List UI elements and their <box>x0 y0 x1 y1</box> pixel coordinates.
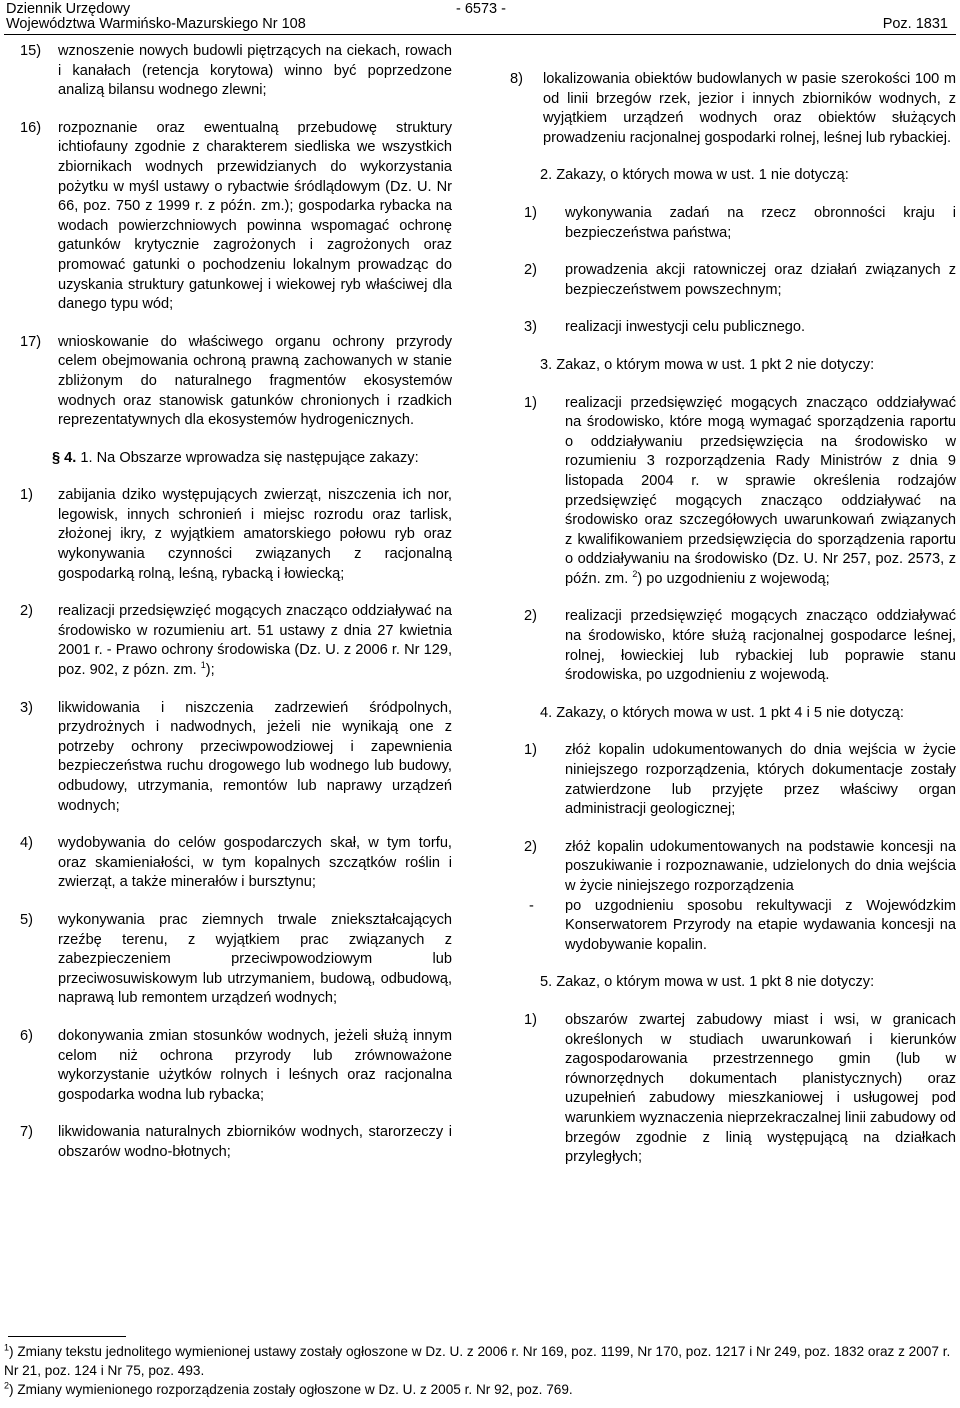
header-rule <box>4 34 956 35</box>
paragraph: 5. Zakaz, o którym mowa w ust. 1 pkt 8 nie dotyczy: <box>540 974 875 991</box>
list-item: 4) wydobywania do celów gospodarczych skał, w tym torfu, oraz skamieniałości, w tym kopalnych szczątków roślin i zwierząt, a także minerałów i bursztynu; <box>20 835 452 891</box>
footnote-rule <box>8 1336 126 1337</box>
paragraph: 2. Zakazy, o których mowa w ust. 1 nie dotyczą: <box>540 167 849 184</box>
list-item: 2) złóż kopalin udokumentowanych na podstawie koncesji na poszukiwanie i rozpoznawanie, udzielonych do dnia wejścia w życie niniejszego rozporządzenia <box>524 838 956 894</box>
list-item: 17) wnioskowanie do właściwego organu ochrony przyrody celem obejmowania ochroną prawną zachowanych w stanie zbliżonym do naturalnego fragmentów ekosystemów wodnych oraz stanowisk gatunków chronionych i rzadkich reprezentatywnych dla ekosystemów hydrogenicznych. <box>20 333 452 429</box>
list-item: 2) realizacji przedsięwzięć mogących znacząco oddziaływać na środowisko, które służą racjonalnej gospodarce leśnej, rolnej, łowieckiej lub rybackiej lub poprawie stanu środowiska, po uzgodnieniu z wojewodą. <box>524 608 956 684</box>
list-item: 3) realizacji inwestycji celu publicznego. <box>524 319 806 336</box>
footnote: $^2$) Zmiany wymienionego rozporządzenia zostały ogłoszone w Dz. U. z 2005 r. Nr 92, poz. 769. <box>4 1380 573 1397</box>
list-item: 6) dokonywania zmian stosunków wodnych, jeżeli służą innym celom niż ochrona przyrody lub zrównoważone wykorzystanie użytków rolnych i leśnych oraz racjonalna gospodarka wodna lub rybacka; <box>20 1027 452 1103</box>
list-item: 2) prowadzenia akcji ratowniczej oraz działań związanych z bezpieczeństwem powszechnym; <box>524 262 956 298</box>
footnote-ref: 1 <box>200 660 206 671</box>
footnote-ref: 2 <box>632 569 638 580</box>
list-item: 2) realizacji przedsięwzięć mogących znacząco oddziaływać na środowisko w rozumieniu art. 51 ustawy z dnia 27 kwietnia 2001 r. - Prawo ochrony środowiska (Dz. U. z 2006 r. Nr 129, poz. 902, z pózn. zm. $^1$); <box>20 603 452 679</box>
list-item: 3) likwidowania i niszczenia zadrzewień śródpolnych, przydrożnych i nadwodnych, jeżeli nie wynikają one z potrzeby ochrony przeciwpowodziowej i zapewnienia bezpieczeństwa ruchu drogowego lub wodnego lub budowy, odbudowy, utrzymania, remontów lub naprawy urządzeń wodnych; <box>20 699 452 814</box>
left-column <box>20 42 452 1163</box>
list-item: 1) wykonywania zadań na rzecz obronności kraju i bezpieczeństwa państwa; <box>524 204 956 241</box>
list-item: 1) obszarów zwartej zabudowy miast i wsi, w granicach określonych w studiach uwarunkowań i kierunków zagospodarowania przestrzennego gmin (lub w równorzędnych dokumentach planistycznych) oraz uzupełnień zabudowy mieszkaniowej i usługowej pod warunkiem wyznaczenia nieprzekraczalnej linii zabudowy od brzegów zgodnie z linią występującą na działkach przyległych; <box>524 1011 956 1166</box>
voivodeship-title: Województwa Warmińsko-Mazurskiego Nr 108 <box>6 16 306 32</box>
page-header <box>0 0 960 36</box>
paragraph: 4. Zakazy, o których mowa w ust. 1 pkt 4 i 5 nie dotyczą: <box>540 704 904 721</box>
list-item: 1) złóż kopalin udokumentowanych do dnia wejścia w życie niniejszego rozporządzenia, których dokumentacje zostały zatwierdzone lub przyjęte przez właściwy organ administracji geologicznej; <box>524 742 956 818</box>
position-number: Poz. 1831 <box>882 16 948 32</box>
list-item: 8) lokalizowania obiektów budowlanych w pasie szerokości 100 m od linii brzegów rzek, jezior i innych zbiorników wodnych, z wyjątkiem urządzeń wodnych oraz obiektów służących prowadzeniu racjonalnej gospodarki rolnej, leśnej lub rybackiej. <box>510 71 956 146</box>
page-number: - 6573 - <box>456 1 506 17</box>
footnote: $^1$) Zmiany tekstu jednolitego wymienionej ustawy zostały ogłoszone w Dz. U. z 2006 r. Nr 169, poz. 1199, Nr 170, poz. 1217 i Nr 249, poz. 1832 oraz z 2007 r. Nr 21, poz. 124 i Nr 75, poz. 493. <box>4 1342 951 1378</box>
list-item: 7) likwidowania naturalnych zbiorników wodnych, starorzeczy i obszarów wodno-błotnych; <box>20 1124 452 1160</box>
right-column <box>510 70 956 1168</box>
section-paragraph: § 4. 1. Na Obszarze wprowadza się następujące zakazy: <box>52 449 419 466</box>
paragraph: 3. Zakaz, o którym mowa w ust. 1 pkt 2 nie dotyczy: <box>540 356 875 373</box>
list-item: 16) rozpoznanie oraz ewentualną przebudowę struktury ichtiofauny zgodnie z charakterem siedliska we wszystkich zbiornikach wodnych przewidzianych do wykorzystania pożytku w myśl ustawy o rybactwie śródlądowym (Dz. U. Nr 66, poz. 750 z 1999 r. z późn. zm.); gospodarka rybacka na wodach powierzchniowych powinna wspomagać ochronę gatunków krytycznie zagrożonych i zagrożonych oraz promować gatunki o pochodzeniu lokalnym prowadząc do uzyskania struktury gatunkowej i wiekowej ryb właściwej dla danego typu wód; <box>20 119 452 313</box>
section-number: § 4. <box>52 449 77 466</box>
list-item: 15) wznoszenie nowych budowli piętrzących na ciekach, rowach i kanałach (retencja korytowa) winno być poprzedzone analizą bilansu wodnego zlewni; <box>20 43 452 99</box>
list-item: 5) wykonywania prac ziemnych trwale zniekształcających rzeźbę terenu, z wyjątkiem prac związanych z zabezpieczeniem przeciwpowodziowym lub przeciwosuwiskowym lub utrzymaniem, budową, odbudową, naprawą lub remontem urządzeń wodnych; <box>20 911 452 1007</box>
list-item: 1) zabijania dziko występujących zwierząt, niszczenia ich nor, legowisk, innych schronień i miejsc rozrodu oraz tarlisk, złożonej ikry, z wyjątkiem amatorskiego połowu ryb oraz wykonywania czynności związanych z racjonalną gospodarką rolną, leśną, rybacką i łowiecką; <box>20 487 452 582</box>
list-item: - po uzgodnieniu sposobu rekultywacji z Wojewódzkim Konserwatorem Przyrody na etapie wydawania koncesji na wydobywanie kopalin. <box>529 897 956 953</box>
journal-title: Dziennik Urzędowy <box>6 1 131 17</box>
list-item: 1) realizacji przedsięwzięć mogących znacząco oddziaływać na środowisko, które mogą wymagać sporządzenia raportu o oddziaływaniu przedsięwzięcia na środowisko w rozumieniu 3 rozporządzenia Rady Ministrów z dnia 9 listopada 2004 r. w sprawie określenia rodzajów przedsięwzięć mogących znacząco oddziaływać na środowisko oraz szczegółowych uwarunkowań związanych z kwalifikowaniem przedsięwzięcia do sporządzenia raportu o oddziaływaniu na środowisko (Dz. U. Nr 257, poz. 2573, z późn. zm. $^2$) po uzgodnieniu z wojewodą; <box>524 394 956 587</box>
